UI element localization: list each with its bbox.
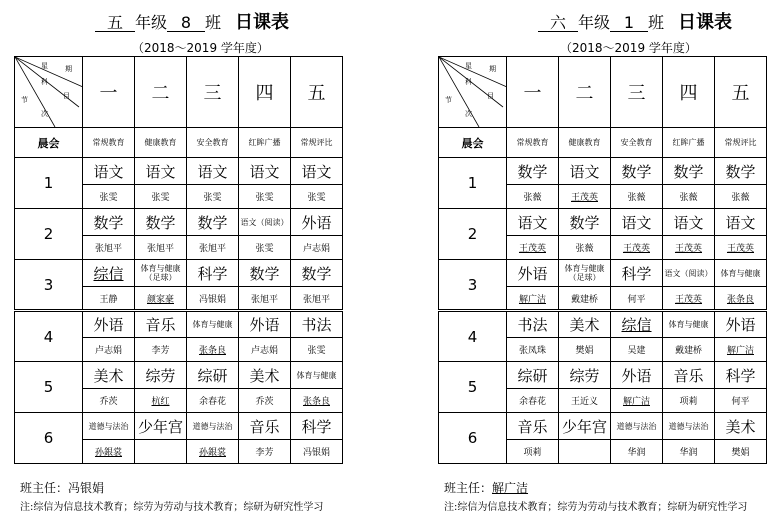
subject-cell: 数学 <box>507 158 559 185</box>
corner-star: 星 <box>465 62 472 70</box>
subject-cell: 道德与法治 <box>187 413 239 440</box>
day-header: 五 <box>715 57 767 128</box>
subject-cell: 数学 <box>663 158 715 185</box>
subject-cell: 体育与健康 <box>187 311 239 338</box>
period-number: 2 <box>15 209 83 260</box>
period-number: 1 <box>439 158 507 209</box>
teacher-cell: 张雯 <box>291 338 343 362</box>
teacher-cell: 余春花 <box>507 389 559 413</box>
subject-cell: 体育与健康 <box>715 260 767 287</box>
subject-cell: 语文 <box>291 158 343 185</box>
teacher-cell: 余春花 <box>187 389 239 413</box>
subject-cell: 体育与健康（足球） <box>135 260 187 287</box>
subject-cell: 数学 <box>135 209 187 236</box>
period-number: 2 <box>439 209 507 260</box>
teacher-cell: 王茂英 <box>715 236 767 260</box>
teacher-cell: 王茂英 <box>611 236 663 260</box>
subject-cell: 综劳 <box>135 362 187 389</box>
teacher-cell: 张雯 <box>187 185 239 209</box>
teacher-cell: 解广洁 <box>507 287 559 311</box>
subject-cell: 数学 <box>291 260 343 287</box>
teacher-cell: 樊娟 <box>715 440 767 464</box>
head-teacher-label: 班主任： <box>444 481 493 495</box>
subject-cell: 数学 <box>559 209 611 236</box>
subject-cell: 音乐 <box>239 413 291 440</box>
teacher-cell: 张雯 <box>135 185 187 209</box>
day-header: 三 <box>611 57 663 128</box>
subject-cell: 美术 <box>83 362 135 389</box>
subject-cell: 语文 <box>135 158 187 185</box>
subject-cell: 少年宫 <box>135 413 187 440</box>
subject-cell: 外语 <box>507 260 559 287</box>
teacher-cell: 王茂英 <box>663 287 715 311</box>
corner-qi: 期 <box>65 65 72 73</box>
corner-qi: 期 <box>489 65 496 73</box>
teacher-cell: 张旭平 <box>83 236 135 260</box>
teacher-cell: 张雯 <box>239 236 291 260</box>
subject-cell: 数学 <box>187 209 239 236</box>
subject-cell: 道德与法治 <box>83 413 135 440</box>
morning-meeting-topic: 常规教育 <box>507 128 559 158</box>
grade-label: 年级 <box>578 13 611 32</box>
teacher-cell: 张凤珠 <box>507 338 559 362</box>
head-teacher <box>444 479 528 496</box>
subject-cell: 科学 <box>715 362 767 389</box>
corner-jie: 节 <box>21 96 28 104</box>
subject-cell: 音乐 <box>507 413 559 440</box>
teacher-cell: 吴建 <box>611 338 663 362</box>
timetable-title: 日课表 <box>235 12 290 33</box>
teacher-cell <box>559 440 611 464</box>
teacher-cell: 张旭平 <box>187 236 239 260</box>
teacher-cell: 卢志娟 <box>83 338 135 362</box>
teacher-cell: 张薇 <box>663 185 715 209</box>
corner-ke: 科 <box>465 78 472 86</box>
subject-cell: 少年宫 <box>559 413 611 440</box>
teacher-cell: 冯银娟 <box>291 440 343 464</box>
subject-cell: 外语 <box>611 362 663 389</box>
footnote: 注:综信为信息技术教育；综劳为劳动与技术教育；综研为研究性学习 <box>20 502 324 513</box>
morning-meeting-topic: 安全教育 <box>611 128 663 158</box>
teacher-cell: 樊娟 <box>559 338 611 362</box>
subject-cell: 语文 <box>187 158 239 185</box>
corner-mu: 目 <box>487 92 494 100</box>
subject-cell: 语文（阅读） <box>239 209 291 236</box>
day-header: 三 <box>187 57 239 128</box>
subject-cell: 体育与健康 <box>663 311 715 338</box>
subject-cell: 体育与健康 <box>291 362 343 389</box>
teacher-cell: 杭红 <box>135 389 187 413</box>
teacher-cell: 乔茨 <box>239 389 291 413</box>
corner-ke: 科 <box>41 78 48 86</box>
head-teacher <box>20 479 104 496</box>
subject-cell: 外语 <box>291 209 343 236</box>
teacher-cell: 华润 <box>611 440 663 464</box>
grade-label: 年级 <box>135 13 168 32</box>
subject-cell: 科学 <box>187 260 239 287</box>
teacher-cell: 华润 <box>663 440 715 464</box>
subject-cell: 音乐 <box>135 311 187 338</box>
right-timetable <box>438 56 767 464</box>
timetable-title: 日课表 <box>678 12 733 33</box>
teacher-cell: 孙銀裳 <box>83 440 135 464</box>
teacher-cell: 张薇 <box>611 185 663 209</box>
period-number: 6 <box>439 413 507 464</box>
class-number: 8 <box>167 15 205 32</box>
subject-cell: 语文 <box>715 209 767 236</box>
teacher-cell: 卢志娟 <box>239 338 291 362</box>
period-number: 6 <box>15 413 83 464</box>
subject-cell: 数学 <box>611 158 663 185</box>
teacher-cell: 张旭平 <box>239 287 291 311</box>
day-header: 一 <box>507 57 559 128</box>
teacher-cell <box>135 440 187 464</box>
teacher-cell: 卢志娟 <box>291 236 343 260</box>
teacher-cell: 张雯 <box>291 185 343 209</box>
subject-cell: 语文 <box>559 158 611 185</box>
head-teacher-name: 解广洁 <box>492 481 529 495</box>
teacher-cell: 乔茨 <box>83 389 135 413</box>
subject-cell: 外语 <box>715 311 767 338</box>
subject-cell: 综劳 <box>559 362 611 389</box>
morning-meeting-topic: 常规评比 <box>291 128 343 158</box>
morning-meeting-topic: 健康教育 <box>135 128 187 158</box>
corner-ci: 次 <box>465 110 472 118</box>
corner-header-cell <box>439 57 507 128</box>
subject-cell: 语文 <box>239 158 291 185</box>
day-header: 四 <box>239 57 291 128</box>
morning-meeting-topic: 常规评比 <box>715 128 767 158</box>
morning-meeting-label: 晨会 <box>15 128 83 158</box>
class-label: 班 <box>205 13 222 32</box>
morning-meeting-topic: 红眸广播 <box>239 128 291 158</box>
corner-star: 星 <box>41 62 48 70</box>
corner-header-cell <box>15 57 83 128</box>
teacher-cell: 李芳 <box>135 338 187 362</box>
teacher-cell: 戴建桥 <box>663 338 715 362</box>
school-year: （2018～2019 学年度） <box>132 41 269 55</box>
day-header: 五 <box>291 57 343 128</box>
teacher-cell: 王茂英 <box>663 236 715 260</box>
subject-cell: 数学 <box>239 260 291 287</box>
subject-cell: 数学 <box>83 209 135 236</box>
corner-ci: 次 <box>41 110 48 118</box>
head-teacher-label: 班主任： <box>20 481 69 495</box>
subject-cell: 美术 <box>559 311 611 338</box>
subject-cell: 综信 <box>83 260 135 287</box>
subject-cell: 道德与法治 <box>663 413 715 440</box>
grade-value: 六 <box>538 15 578 32</box>
subject-cell: 美术 <box>715 413 767 440</box>
period-number: 5 <box>15 362 83 413</box>
teacher-cell: 张雯 <box>83 185 135 209</box>
subject-cell: 科学 <box>611 260 663 287</box>
subject-cell: 数学 <box>715 158 767 185</box>
subject-cell: 科学 <box>291 413 343 440</box>
teacher-cell: 王近义 <box>559 389 611 413</box>
teacher-cell: 张条良 <box>715 287 767 311</box>
subject-cell: 体育与健康（足球） <box>559 260 611 287</box>
period-number: 1 <box>15 158 83 209</box>
subject-cell: 语文 <box>83 158 135 185</box>
period-number: 5 <box>439 362 507 413</box>
day-header: 二 <box>559 57 611 128</box>
teacher-cell: 张薇 <box>507 185 559 209</box>
subject-cell: 书法 <box>507 311 559 338</box>
morning-meeting-topic: 红眸广播 <box>663 128 715 158</box>
teacher-cell: 冯银娟 <box>187 287 239 311</box>
teacher-cell: 王茂英 <box>507 236 559 260</box>
day-header: 一 <box>83 57 135 128</box>
teacher-cell: 项莉 <box>663 389 715 413</box>
subject-cell: 综研 <box>187 362 239 389</box>
morning-meeting-topic: 安全教育 <box>187 128 239 158</box>
period-number: 3 <box>439 260 507 311</box>
teacher-cell: 张条良 <box>291 389 343 413</box>
subject-cell: 语文（阅读） <box>663 260 715 287</box>
period-number: 3 <box>15 260 83 311</box>
teacher-cell: 项莉 <box>507 440 559 464</box>
teacher-cell: 张薇 <box>715 185 767 209</box>
corner-jie: 节 <box>445 96 452 104</box>
period-number: 4 <box>15 311 83 362</box>
morning-meeting-topic: 健康教育 <box>559 128 611 158</box>
grade-value: 五 <box>95 15 135 32</box>
subject-cell: 美术 <box>239 362 291 389</box>
left-title-line <box>95 8 289 34</box>
teacher-cell: 颜家豪 <box>135 287 187 311</box>
teacher-cell: 张条良 <box>187 338 239 362</box>
school-year: （2018～2019 学年度） <box>560 41 697 55</box>
teacher-cell: 何平 <box>611 287 663 311</box>
subject-cell: 音乐 <box>663 362 715 389</box>
footnote: 注:综信为信息技术教育；综劳为劳动与技术教育；综研为研究性学习 <box>444 502 748 513</box>
head-teacher-name: 冯银娟 <box>68 481 105 495</box>
subject-cell: 外语 <box>239 311 291 338</box>
subject-cell: 语文 <box>507 209 559 236</box>
class-label: 班 <box>648 13 665 32</box>
teacher-cell: 李芳 <box>239 440 291 464</box>
morning-meeting-label: 晨会 <box>439 128 507 158</box>
morning-meeting-topic: 常规教育 <box>83 128 135 158</box>
teacher-cell: 何平 <box>715 389 767 413</box>
subject-cell: 外语 <box>83 311 135 338</box>
subject-cell: 书法 <box>291 311 343 338</box>
teacher-cell: 戴建桥 <box>559 287 611 311</box>
teacher-cell: 张旭平 <box>135 236 187 260</box>
period-number: 4 <box>439 311 507 362</box>
class-number: 1 <box>610 15 648 32</box>
day-header: 二 <box>135 57 187 128</box>
subject-cell: 综研 <box>507 362 559 389</box>
subject-cell: 语文 <box>611 209 663 236</box>
teacher-cell: 王茂英 <box>559 185 611 209</box>
left-timetable <box>14 56 343 464</box>
day-header: 四 <box>663 57 715 128</box>
teacher-cell: 张薇 <box>559 236 611 260</box>
subject-cell: 综信 <box>611 311 663 338</box>
teacher-cell: 解广洁 <box>611 389 663 413</box>
teacher-cell: 解广洁 <box>715 338 767 362</box>
corner-mu: 目 <box>63 92 70 100</box>
teacher-cell: 王静 <box>83 287 135 311</box>
right-title-line <box>538 8 732 34</box>
subject-cell: 道德与法治 <box>611 413 663 440</box>
teacher-cell: 孙銀裳 <box>187 440 239 464</box>
teacher-cell: 张旭平 <box>291 287 343 311</box>
subject-cell: 语文 <box>663 209 715 236</box>
teacher-cell: 张雯 <box>239 185 291 209</box>
